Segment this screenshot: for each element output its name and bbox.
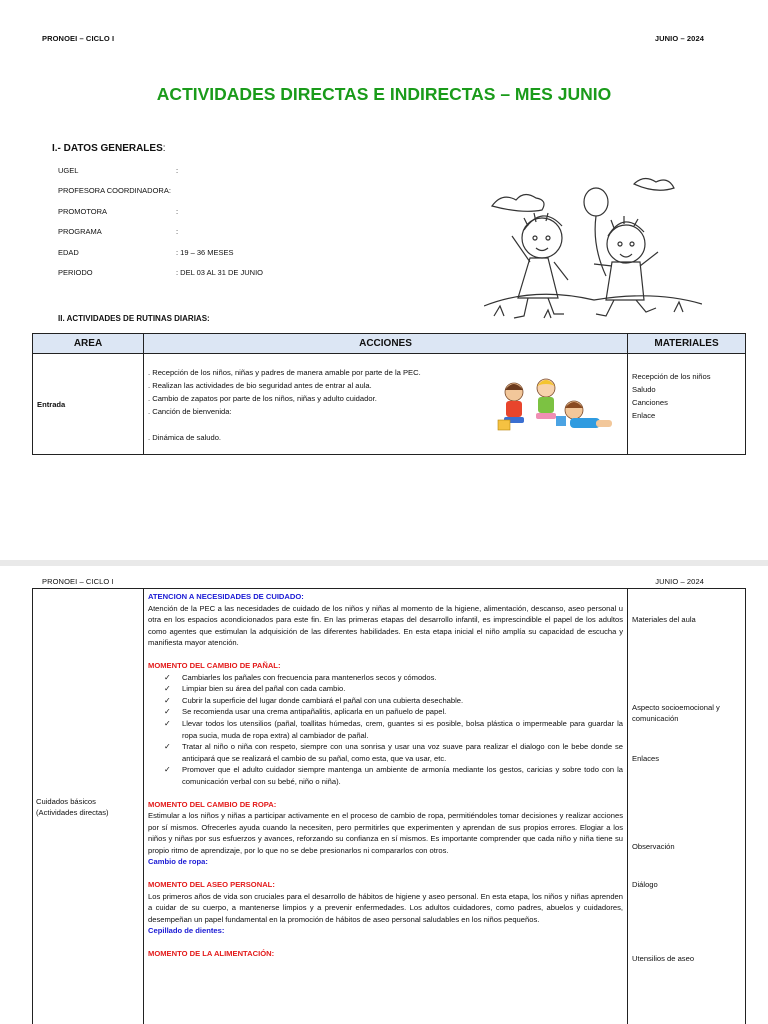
hygiene-text: Los primeros años de vida son cruciales para el desarrollo de hábitos de higiene y aseo personal. En esta etapa, los niños y niñas aprenden a cuidar de su cuerpo, a mantenerse limpios y a prevenir enfermedades. Los adultos cuidadores, como padres, abuelos y cuidadores, desempeñan un papel fundamental en la promoción de hábitos de aseo personal saludables en los niños pequeños. [148,891,623,924]
material-item: Enlace [632,411,656,420]
header-right: JUNIO – 2024 [655,577,704,586]
materials-list [632,370,745,422]
table-header-row [33,334,746,354]
section-routines-heading: II. ACTIVIDADES DE RUTINAS DIARIAS: [58,314,210,323]
cell-area-care [33,589,144,1024]
action-item: . Dinámica de saludo. [148,433,222,442]
action-item: . Cambio de zapatos por parte de los niños, niñas y adulto cuidador. [148,394,377,403]
action-item: . Canción de bienvenida: [148,407,232,416]
general-row-program: PROGRAMA : [58,227,179,237]
food-heading: MOMENTO DE LA ALIMENTACIÓN: [148,949,275,959]
material-item: Saludo [632,385,656,394]
page-header [42,34,704,43]
material-item: Materiales del aula [632,615,696,624]
cell-area-entrada: Entrada [33,354,144,455]
section-general-colon: : [162,143,166,154]
hygiene-subheading: Cepillado de dientes: [148,926,225,936]
material-item: Observación [632,842,675,851]
area-subtitle: (Actividades directas) [36,807,109,817]
list-item: ✓ Promover que el adulto cuidador siempre mantenga un ambiente de armonía mediante los gestos, caricias y sobre todo con la comunicación verbal con su bebé, niño o niña). [164,764,623,787]
cell-materials [628,354,746,455]
section-general-label: I.- DATOS GENERALES [52,143,163,154]
actions-list [148,366,421,444]
diaper-heading: MOMENTO DEL CAMBIO DE PAÑAL: [148,660,281,670]
header-area: AREA [33,334,144,354]
page-header [42,577,704,586]
care-heading: ATENCION A NECESIDADES DE CUIDADO: [148,592,304,601]
material-item: Recepción de los niños [632,372,711,381]
care-text: Atención de la PEC a las necesidades de cuidado de los niños y niñas al momento de la higiene, alimentación, descanso, aseo personal u otra en los espacios acondicionados para este fin. En las primeras etapas del desarrollo infantil, es imprescindible el papel de los adultos como agentes que estimulan la adquisición de las diferentes habilidades. En esta etapa inicial el niño amplía su capacidad de escucha y manifiesta mayor atención. [148,603,623,648]
material-item: Utensilios de aseo [632,954,695,963]
header-right: JUNIO – 2024 [654,34,704,43]
general-row-age: EDAD : 19 – 36 MESES [58,247,234,257]
clothes-heading: MOMENTO DEL CAMBIO DE ROPA: [148,799,277,809]
material-item: Diálogo [632,880,658,889]
clothes-text: Estimular a los niños y niñas a participar activamente en el proceso de cambio de ropa, permitiéndoles tomar decisiones y realizar acciones por sí mismos. Ofrecerles ayuda cuando la necesiten, pero permitirles que experimenten y aprendan de sus propios errores. Elogiar a los niños y niñas por sus esfuerzos y avances, reforzando su confianza en sí mismos. Es importante comprender que cada niño y niña tiene su propio ritmo de aprendizaje, por lo que no se debe presionarlos ni compararlos con otros. [148,811,623,855]
general-row-ugel: UGEL : [58,166,179,175]
section-general-heading [52,143,166,154]
cell-actions [144,354,628,455]
general-data-list [58,166,263,288]
header-actions: ACCIONES [144,334,628,354]
list-item: ✓ Limpiar bien su área del pañal con cada cambio. [164,683,623,695]
kids-balloon-illustration [484,166,702,326]
kids-playing-illustration [496,376,616,438]
list-item: ✓ Cambiarles los pañales con frecuencia para mantenerlos secos y cómodos. [164,672,623,684]
general-row-coordinator: PROFESORA COORDINADORA: [58,186,171,196]
cell-care-materials [628,589,746,1024]
list-item: ✓ Llevar todos los utensilios (pañal, toallitas húmedas, crem, guantes si es posible, bolsa plástica o impermeable para guardar la ropa sucia, muda de ropa extra) al cambiador de pañal. [164,718,623,741]
action-item: . Realizan las actividades de bio seguridad antes de entrar al aula. [148,381,372,390]
routines-table [32,333,746,455]
header-left: PRONOEI – CICLO I [42,577,114,586]
table-row [33,589,746,1024]
care-table [32,588,746,1024]
header-materials: MATERIALES [628,334,746,354]
list-item: ✓ Tratar al niño o niña con respeto, siempre con una sonrisa y usar una voz suave para realizar el dialogo con le bebe donde se anticipará que se realizará el cambio de su pañal, como esta, que va usar, etc. [164,741,623,764]
general-row-period: PERIODO : DEL 03 AL 31 DE JUNIO [58,267,263,277]
header-left: PRONOEI – CICLO I [42,34,115,43]
hygiene-heading: MOMENTO DEL ASEO PERSONAL: [148,880,275,890]
list-item: ✓ Se recomienda usar una crema antipañalitis, aplicarla en un pañuelo de papel. [164,706,623,718]
cell-care-actions [144,589,628,1024]
action-item: . Recepción de los niños, niñas y padres de manera amable por parte de la PEC. [148,368,421,377]
material-item: Enlaces [632,754,660,763]
document-title: ACTIVIDADES DIRECTAS E INDIRECTAS – MES JUNIO [156,84,612,104]
general-row-promoter: PROMOTORA : [58,206,179,216]
material-item: Canciones [632,398,668,407]
table-row [33,354,746,455]
document-page-2 [0,566,768,1024]
material-item: Aspecto socioemocional y comunicación [632,703,720,723]
list-item: ✓ Cubrir la superficie del lugar donde cambiará el pañal con una cubierta desechable. [164,695,623,707]
clothes-subheading: Cambio de ropa: [148,857,208,867]
area-title: Cuidados básicos [36,796,96,806]
diaper-checklist [148,672,623,788]
